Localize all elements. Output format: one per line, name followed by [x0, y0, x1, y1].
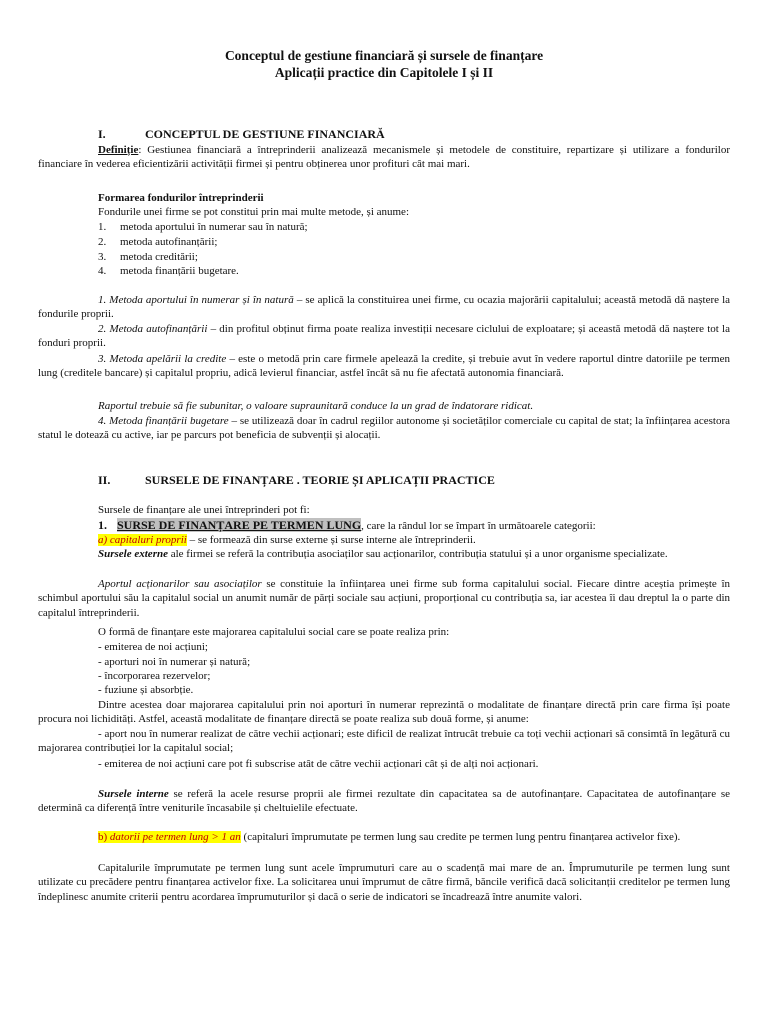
form-2-paragraph: - emiterea de noi acțiuni care pot fi subscrise atât de către vechii acționari cât și de alți noi acționari. [98, 758, 539, 770]
increase-item: - emiterea de noi acțiuni; [98, 641, 208, 653]
section-2-number: II. [98, 473, 111, 487]
method-item: 3. metoda creditării; [98, 251, 198, 263]
definition-text: : Gestiunea financiară a întreprinderii analizează mecanismele și metodele de constituire, repartizare și utilizare a fondurilor financiare în vederea eficientizării activității firmei și pentru obținerea unor profituri cât mai mari. [38, 144, 730, 171]
increase-item: - încorporarea rezervelor; [98, 670, 211, 682]
sources-intro: Sursele de finanțare ale unei întreprinderi pot fi: [98, 504, 310, 516]
increase-item: - aporturi noi în numerar și natură; [98, 656, 251, 668]
formation-heading: Formarea fondurilor întreprinderii [98, 192, 264, 204]
method-1-paragraph: 1. Metoda aportului în numerar și în natură – se aplică la constituirea unei firme, cu ocazia majorării capitalului; această metodă dă naștere la fondurile proprii. [38, 294, 731, 321]
section-1-number: I. [98, 127, 106, 141]
method-item: 4. metoda finanțării bugetare. [98, 265, 239, 277]
contribution-paragraph: Aportul acționarilor sau asociaților se constituie la înființarea unei firme sub forma capitalului social. Fiecare dintre aceștia primește în schimbul aportului său la capitalul social un anumit număr de părți sociale sau acțiuni, proporțional cu contribuția sa, iar acestea îi dau dreptul la o parte din capitalul întreprinderii. [38, 578, 731, 619]
section-1-heading: CONCEPTUL DE GESTIUNE FINANCIARĂ [145, 127, 385, 141]
definition-paragraph [38, 143, 730, 172]
long-term-sources-label: SURSE DE FINANȚARE PE TERMEN LUNG [117, 518, 362, 532]
document-subtitle: Aplicații practice din Capitolele I și II [274, 65, 494, 80]
definition-label: Definiție [98, 144, 139, 156]
external-sources-paragraph: Sursele externe ale firmei se referă la contribuția asociaților sau acționarilor, contribuția statului și a unor organisme specializate. [98, 548, 668, 560]
form-1-paragraph: - aport nou în numerar realizat de către vechii acționari; este dificil de realizat întrucât trebuie ca toți vechii acționari să consimtă în legătură cu majorarea contribuției lor la capitalul social; [38, 728, 730, 755]
formation-intro: Fondurile unei firme se pot constitui prin mai multe metode, și anume: [98, 206, 409, 218]
document-title: Conceptul de gestiune financiară și sursele de finanțare [224, 48, 544, 63]
method-3-paragraph: 3. Metoda apelării la credite – este o metodă prin care firmele apelează la credite, și trebuie avut în vedere raportul dintre datoriile pe termen lung (creditele bancare) și capitalul propriu, adică levierul financiar, astfel încât să nu fie afectată autonomia financiară. [38, 353, 730, 380]
long-term-debt-paragraph: b) datorii pe termen lung > 1 an (capitaluri împrumutate pe termen lung sau credite pe termen lung pentru finanțarea activelor fixe). [98, 831, 681, 843]
equity-label: a) capitaluri proprii [98, 534, 187, 546]
ratio-note: Raportul trebuie să fie subunitar, o valoare supraunitară conduce la un grad de îndatorare ridicat. [98, 400, 534, 412]
method-item: 1. metoda aportului în numerar sau în natură; [98, 221, 308, 233]
method-item: 2. metoda autofinanțării; [98, 236, 218, 248]
loans-paragraph: Capitalurile împrumutate pe termen lung sunt acele împrumuturi care au o scadență mai mare de an. Împrumuturile pe termen lung sunt utilizate cu precădere pentru finanțarea activelor fixe. La solicitarea unui împrumut de către firmă, băncile verifică dacă solicitanții creditelor pe termen lung îndeplinesc anumite criterii pentru acordarea împrumuturilor și dacă o serie de indicatori se încadrează între anumite valori. [38, 862, 730, 903]
long-term-debt-label: datorii pe termen lung > 1 an [107, 831, 241, 843]
direct-financing-paragraph: Dintre acestea doar majorarea capitalului prin noi aporturi în numerar reprezintă o modalitate de finanțare directă prin care firma își poate procura noi lichidități. Astfel, această modalitate de finanțare directă se poate realiza sub două forme, și anume: [38, 699, 730, 726]
equity-line: a) capitaluri proprii – se formează din surse externe și surse interne ale întreprinderii. [98, 534, 476, 546]
internal-sources-paragraph: Sursele interne se referă la acele resurse proprii ale firmei rezultate din capacitatea sa de autofinanțare. Capacitatea de autofinanțare se determină ca diferență între veniturile încasabile și cheltuielile efectuate. [38, 788, 731, 815]
increase-item: - fuziune și absorbție. [98, 684, 194, 696]
subsection-1: 1. SURSE DE FINANȚARE PE TERMEN LUNG, care la rândul lor se împart în următoarele categorii: [98, 518, 596, 532]
increase-intro: O formă de finanțare este majorarea capitalului social care se poate realiza prin: [98, 626, 450, 638]
method-4-paragraph: 4. Metoda finanțării bugetare – se utilizează doar în cadrul regiilor autonome și societăților comerciale cu capital de stat; la înființarea acestora statul le dotează cu active, iar pe parcurs pot beneficia de subvenții și alocații. [38, 415, 730, 442]
method-2-paragraph: 2. Metoda autofinanțării – din profitul obținut firma poate realiza investiții necesare ciclului de exploatare; și această metodă dă naștere tot la fonduri proprii. [38, 323, 730, 350]
section-2-heading: SURSELE DE FINANȚARE . TEORIE ȘI APLICAȚII PRACTICE [145, 473, 495, 487]
